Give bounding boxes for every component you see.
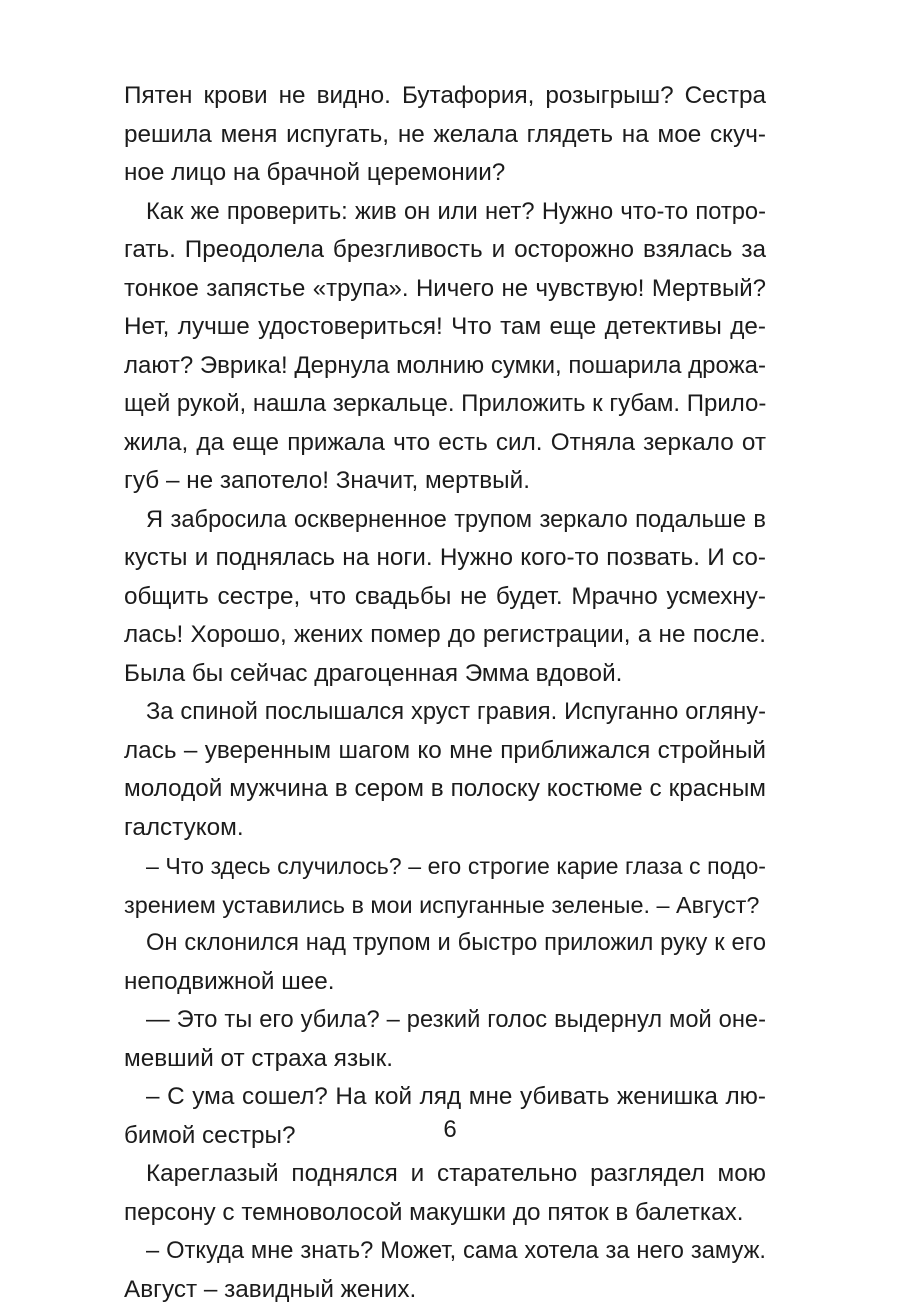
text-line: – Откуда мне знать? Может, сама хотела за него замуж. xyxy=(124,1232,766,1271)
text-line: галстуком. xyxy=(124,809,766,848)
text-line: Он склонился над трупом и быстро приложил руку к его xyxy=(124,924,766,963)
text-line: жила, да еще прижала что есть сил. Отняла зеркало от xyxy=(124,424,766,463)
text-line: Август – завидный жених. xyxy=(124,1271,766,1309)
text-line: Кареглазый поднялся и старательно разглядел мою xyxy=(124,1155,766,1194)
text-line: ное лицо на брачной церемонии? xyxy=(124,154,766,193)
text-line: Как же проверить: жив он или нет? Нужно что-то потро- xyxy=(124,193,766,232)
text-line: неподвижной шее. xyxy=(124,963,766,1002)
text-line: гать. Преодолела брезгливость и осторожно взялась за xyxy=(124,231,766,270)
text-line: кусты и поднялась на ноги. Нужно кого-то позвать. И со- xyxy=(124,539,766,578)
text-line: щей рукой, нашла зеркальце. Приложить к губам. Прило- xyxy=(124,385,766,424)
text-line: зрением уставились в мои испуганные зеленые. – Август? xyxy=(124,886,766,925)
text-line: бимой сестры? xyxy=(124,1117,766,1156)
text-line: молодой мужчина в сером в полоску костюме с красным xyxy=(124,770,766,809)
text-line: решила меня испугать, не желала глядеть на мое скуч- xyxy=(124,116,766,155)
text-line: Я забросила оскверненное трупом зеркало подальше в xyxy=(124,501,766,540)
text-line: – С ума сошел? На кой ляд мне убивать женишка лю- xyxy=(124,1078,766,1117)
text-line: лают? Эврика! Дернула молнию сумки, пошарила дрожа- xyxy=(124,347,766,386)
text-line: — Это ты его убила? – резкий голос выдернул мой оне- xyxy=(124,1001,766,1040)
text-line: общить сестре, что свадьбы не будет. Мрачно усмехну- xyxy=(124,578,766,617)
text-line: лась – уверенным шагом ко мне приближался стройный xyxy=(124,732,766,771)
text-line: – Что здесь случилось? – его строгие карие глаза с подо- xyxy=(124,847,766,886)
text-line: персону с темноволосой макушки до пяток в балетках. xyxy=(124,1194,766,1233)
text-line: губ – не запотело! Значит, мертвый. xyxy=(124,462,766,501)
text-line: За спиной послышался хруст гравия. Испуганно огляну- xyxy=(124,693,766,732)
text-line: мевший от страха язык. xyxy=(124,1040,766,1079)
text-line: Нет, лучше удостовериться! Что там еще детективы де- xyxy=(124,308,766,347)
text-line: Пятен крови не видно. Бутафория, розыгрыш? Сестра xyxy=(124,77,766,116)
text-line: тонкое запястье «трупа». Ничего не чувствую! Мертвый? xyxy=(124,270,766,309)
text-line: лась! Хорошо, жених помер до регистрации, а не после. xyxy=(124,616,766,655)
text-line: Была бы сейчас драгоценная Эмма вдовой. xyxy=(124,655,766,694)
page-number: 6 xyxy=(0,1115,900,1145)
